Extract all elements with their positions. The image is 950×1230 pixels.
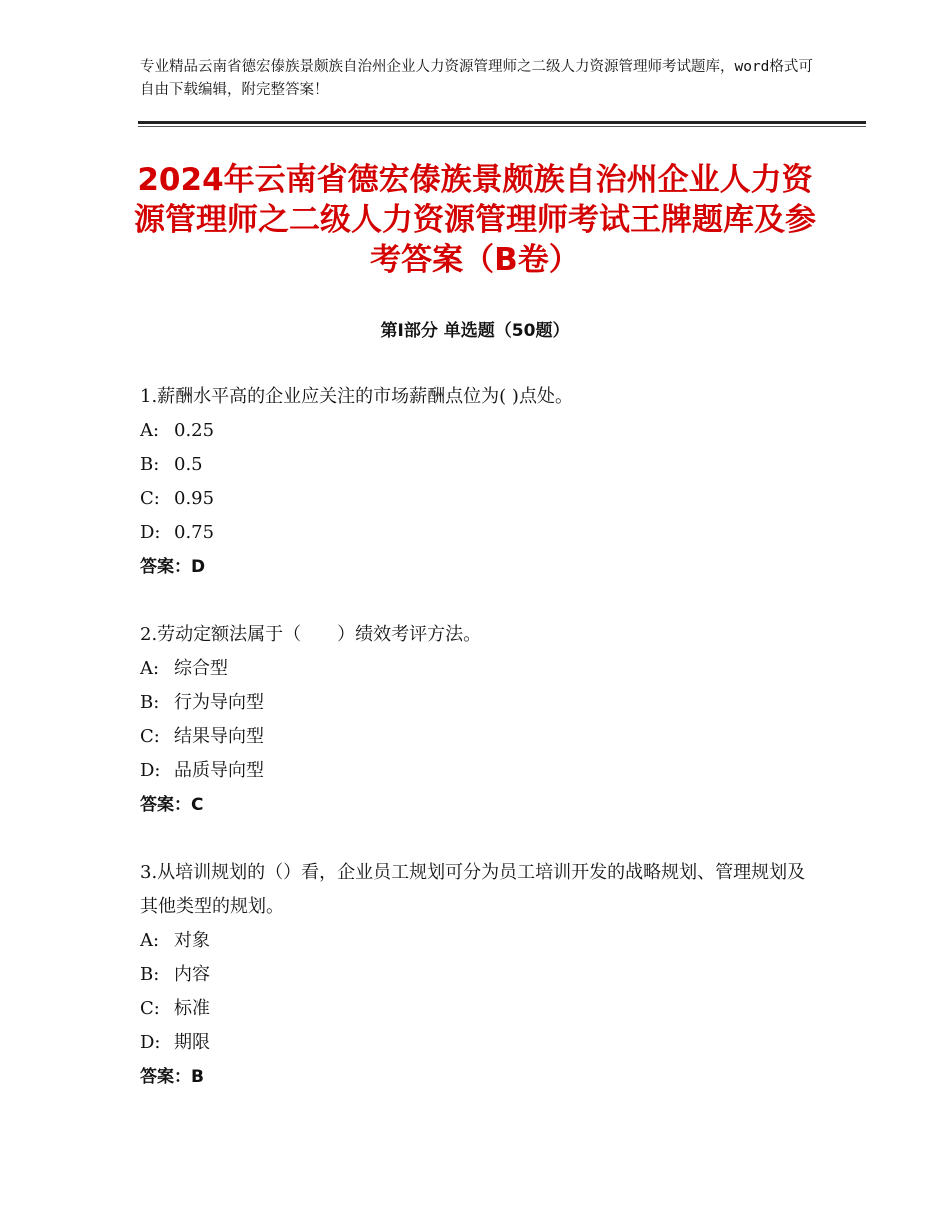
option-letter: D:	[140, 1032, 161, 1053]
answer-line: 答案：D	[140, 557, 206, 577]
question-3	[140, 856, 820, 1094]
option-a	[140, 924, 820, 958]
option-d	[140, 516, 820, 550]
question-stem: 2.劳动定额法属于（ ）绩效考评方法。	[140, 624, 482, 645]
option-c	[140, 482, 820, 516]
option-a	[140, 652, 820, 686]
option-a	[140, 414, 820, 448]
option-letter: C:	[140, 726, 160, 747]
option-text: 0.95	[174, 488, 215, 509]
option-text: 结果导向型	[174, 726, 264, 747]
option-letter: A:	[140, 658, 160, 679]
option-b	[140, 958, 820, 992]
option-text: 期限	[174, 1032, 210, 1053]
option-d	[140, 1026, 820, 1060]
option-text: 0.5	[174, 454, 203, 475]
question-stem: 3.从培训规划的（）看，企业员工规划可分为员工培训开发的战略规划、管理规划及其他类型的规划。	[140, 862, 806, 917]
option-text: 标准	[174, 998, 210, 1019]
option-text: 综合型	[174, 658, 228, 679]
question-1	[140, 380, 820, 584]
answer-line: 答案：B	[140, 1067, 204, 1087]
option-letter: B:	[140, 454, 160, 475]
option-letter: A:	[140, 930, 160, 951]
header-rule-thin	[138, 126, 866, 127]
question-list	[140, 380, 820, 1128]
option-text: 内容	[174, 964, 210, 985]
option-text: 品质导向型	[174, 760, 264, 781]
option-text: 0.75	[174, 522, 215, 543]
document-title: 2024年云南省德宏傣族景颇族自治州企业人力资源管理师之二级人力资源管理师考试王牌题库及参考答案（B卷）	[134, 162, 816, 278]
option-c	[140, 992, 820, 1026]
option-text: 行为导向型	[174, 692, 264, 713]
option-text: 0.25	[174, 420, 215, 441]
question-2	[140, 618, 820, 822]
option-letter: B:	[140, 964, 160, 985]
header-rule-thick	[138, 121, 866, 124]
option-b	[140, 686, 820, 720]
option-letter: C:	[140, 998, 160, 1019]
option-letter: C:	[140, 488, 160, 509]
answer-line: 答案：C	[140, 795, 204, 815]
option-letter: A:	[140, 420, 160, 441]
header-note: 专业精品云南省德宏傣族景颇族自治州企业人力资源管理师之二级人力资源管理师考试题库，word格式可自由下载编辑，附完整答案！	[140, 59, 813, 98]
option-b	[140, 448, 820, 482]
option-letter: B:	[140, 692, 160, 713]
option-text: 对象	[174, 930, 210, 951]
option-letter: D:	[140, 522, 161, 543]
option-d	[140, 754, 820, 788]
question-stem: 1.薪酬水平高的企业应关注的市场薪酬点位为( )点处。	[140, 386, 573, 407]
option-letter: D:	[140, 760, 161, 781]
part-heading: 第Ⅰ部分 单选题（50题）	[380, 321, 570, 341]
option-c	[140, 720, 820, 754]
